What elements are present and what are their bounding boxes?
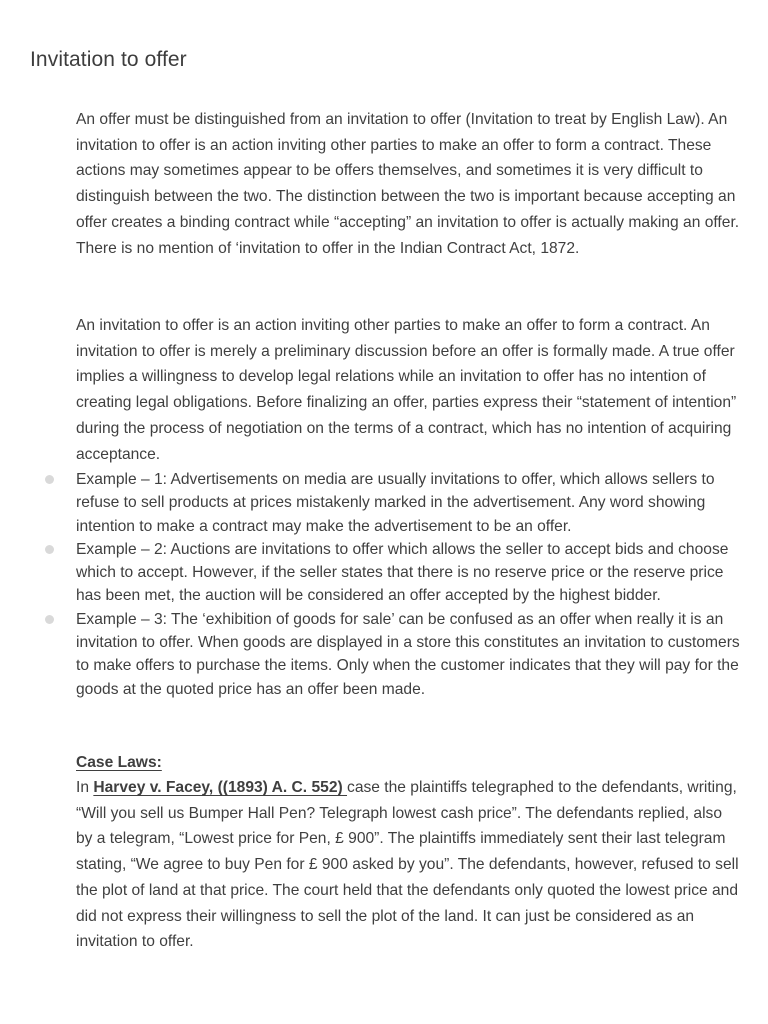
bullet-dot-icon: [45, 615, 54, 624]
example-text: Example – 3: The ‘exhibition of goods for sale’ can be confused as an offer when really it is an invitation to offer. When goods are displayed in a store this constitutes an invitation to customers to make offers to purchase the items. Only when the customer indicates that they will pay for the goods at the quoted price has an offer been made.: [76, 610, 740, 698]
list-item: [76, 468, 740, 538]
example-text: Example – 1: Advertisements on media are usually invitations to offer, which allows sellers to refuse to sell products at prices mistakenly marked in the advertisement. Any word showing intention to make a contract may make the advertisement to be an offer.: [76, 471, 715, 535]
examples-list: [76, 468, 740, 701]
bullet-dot-icon: [45, 475, 54, 484]
page-title: Invitation to offer: [30, 48, 187, 71]
bullet-dot-icon: [45, 545, 54, 554]
case-law-prefix: In: [76, 779, 94, 796]
definition-paragraph: An invitation to offer is an action inviting other parties to make an offer to form a contract. An invitation to offer is merely a preliminary discussion before an offer is formally made. A true offer implies a willingness to develop legal relations while an invitation to offer has no intention of creating legal obligations. Before finalizing an offer, parties express their “statement of intention” during the process of negotiation on the terms of a contract, which has no intention of acquiring acceptance.: [76, 317, 737, 463]
case-law-paragraph: [76, 775, 740, 955]
case-laws-heading: Case Laws:: [76, 754, 162, 771]
example-text: Example – 2: Auctions are invitations to offer which allows the seller to accept bids and choose which to accept. However, if the seller states that there is no reserve price or the reserve price has been met, the auction will be considered an offer accepted by the highest bidder.: [76, 540, 729, 605]
case-law-body: case the plaintiffs telegraphed to the defendants, writing, “Will you sell us Bumper Hall Pen? Telegraph lowest cash price”. The defendants replied, also by a telegram, “Lowest price for Pen, £ 900”. The plaintiffs immediately sent their last telegram stating, “We agree to buy Pen for £ 900 asked by you”. The defendants, however, refused to sell the plot of land at that price. The court held that the defendants only quoted the lowest price and did not express their willingness to sell the plot of the land. It can just be considered as an invitation to offer.: [76, 779, 739, 951]
list-item: [76, 538, 740, 608]
list-item: [76, 608, 740, 701]
intro-paragraph: An offer must be distinguished from an invitation to offer (Invitation to treat by English Law). An invitation to offer is an action inviting other parties to make an offer to form a contract. These actions may sometimes appear to be offers themselves, and sometimes it is very difficult to distinguish between the two. The distinction between the two is important because accepting an offer creates a binding contract while “accepting” an invitation to offer is actually making an offer. There is no mention of ‘invitation to offer in the Indian Contract Act, 1872.: [76, 111, 740, 257]
case-citation-link[interactable]: Harvey v. Facey, ((1893) A. C. 552): [93, 779, 348, 796]
